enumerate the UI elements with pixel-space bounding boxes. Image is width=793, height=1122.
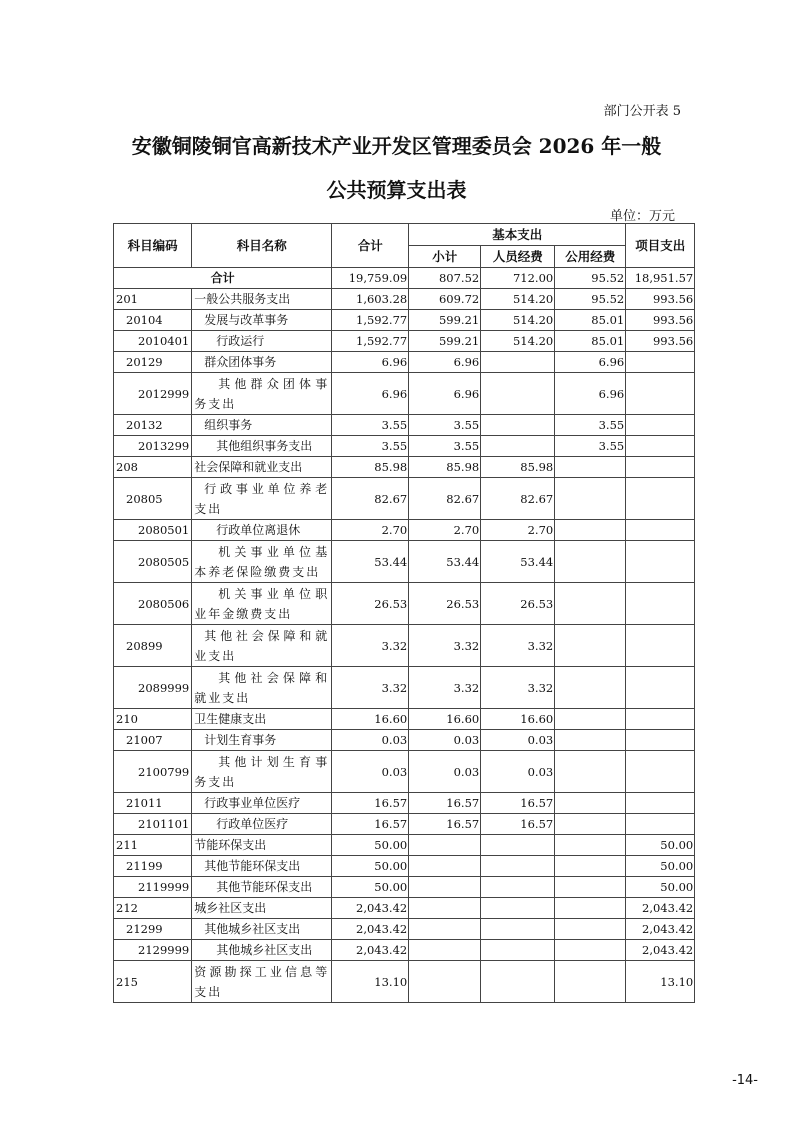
row-name: 其他城乡社区支出 (192, 940, 332, 961)
row-name: 其他计划生育事务支出 (192, 751, 332, 793)
row-personnel (481, 898, 555, 919)
document-number: 部门公开表 5 (603, 104, 681, 119)
row-subtotal: 82.67 (409, 478, 481, 520)
row-total: 53.44 (332, 541, 409, 583)
row-total: 50.00 (332, 835, 409, 856)
expenditure-table (113, 223, 695, 1003)
row-public (555, 961, 626, 1003)
row-name: 其他节能环保支出 (192, 856, 332, 877)
row-code: 211 (114, 835, 192, 856)
header-subtotal: 小计 (409, 246, 481, 268)
row-public (555, 856, 626, 877)
header-personnel: 人员经费 (481, 246, 555, 268)
row-public (555, 751, 626, 793)
table-row (114, 541, 695, 583)
row-subtotal: 599.21 (409, 310, 481, 331)
row-total: 85.98 (332, 457, 409, 478)
row-code: 21011 (114, 793, 192, 814)
total-project: 18,951.57 (626, 268, 695, 289)
title-line-1: 安徽铜陵铜官高新技术产业开发区管理委员会 2026 年一般 (131, 134, 662, 158)
row-total: 6.96 (332, 373, 409, 415)
page-number: -14- (732, 1073, 758, 1088)
total-personnel: 712.00 (481, 268, 555, 289)
row-total: 3.32 (332, 625, 409, 667)
row-code: 2100799 (114, 751, 192, 793)
row-project: 2,043.42 (626, 940, 695, 961)
table-row (114, 415, 695, 436)
row-code: 20129 (114, 352, 192, 373)
total-total: 19,759.09 (332, 268, 409, 289)
row-project (626, 793, 695, 814)
row-public (555, 478, 626, 520)
row-public: 6.96 (555, 352, 626, 373)
table-row (114, 709, 695, 730)
row-subtotal: 16.57 (409, 793, 481, 814)
table-row (114, 373, 695, 415)
row-personnel (481, 352, 555, 373)
row-code: 2089999 (114, 667, 192, 709)
table-row (114, 310, 695, 331)
row-personnel: 82.67 (481, 478, 555, 520)
header-project: 项目支出 (626, 224, 695, 268)
row-personnel (481, 415, 555, 436)
row-total: 16.60 (332, 709, 409, 730)
row-subtotal: 6.96 (409, 373, 481, 415)
row-public: 95.52 (555, 289, 626, 310)
row-subtotal (409, 877, 481, 898)
row-public (555, 877, 626, 898)
row-total: 16.57 (332, 793, 409, 814)
row-project (626, 478, 695, 520)
row-total: 13.10 (332, 961, 409, 1003)
row-project (626, 352, 695, 373)
row-subtotal: 6.96 (409, 352, 481, 373)
row-project (626, 730, 695, 751)
row-total: 1,592.77 (332, 331, 409, 352)
row-total: 2,043.42 (332, 940, 409, 961)
row-personnel: 514.20 (481, 310, 555, 331)
total-label: 合计 (114, 268, 332, 289)
row-code: 2080506 (114, 583, 192, 625)
row-subtotal: 0.03 (409, 751, 481, 793)
row-code: 20104 (114, 310, 192, 331)
row-name: 其他社会保障和就业支出 (192, 667, 332, 709)
row-subtotal: 599.21 (409, 331, 481, 352)
row-name: 行政事业单位医疗 (192, 793, 332, 814)
row-public (555, 625, 626, 667)
row-code: 21007 (114, 730, 192, 751)
row-total: 0.03 (332, 751, 409, 793)
row-personnel: 2.70 (481, 520, 555, 541)
table-row (114, 793, 695, 814)
table-row (114, 919, 695, 940)
row-personnel (481, 940, 555, 961)
row-code: 212 (114, 898, 192, 919)
row-total: 16.57 (332, 814, 409, 835)
table-row (114, 289, 695, 310)
row-project (626, 583, 695, 625)
row-total: 2.70 (332, 520, 409, 541)
row-total: 3.32 (332, 667, 409, 709)
row-name: 计划生育事务 (192, 730, 332, 751)
row-code: 21199 (114, 856, 192, 877)
header-total: 合计 (332, 224, 409, 268)
row-code: 20805 (114, 478, 192, 520)
row-code: 2013299 (114, 436, 192, 457)
row-code: 2012999 (114, 373, 192, 415)
header-public: 公用经费 (555, 246, 626, 268)
row-subtotal (409, 835, 481, 856)
title-line-2: 公共预算支出表 (326, 178, 467, 202)
row-project (626, 814, 695, 835)
row-personnel: 514.20 (481, 289, 555, 310)
row-subtotal: 3.32 (409, 667, 481, 709)
table-row (114, 331, 695, 352)
row-project: 2,043.42 (626, 919, 695, 940)
row-code: 201 (114, 289, 192, 310)
row-code: 210 (114, 709, 192, 730)
row-project (626, 436, 695, 457)
table-row (114, 352, 695, 373)
row-code: 2101101 (114, 814, 192, 835)
row-total: 0.03 (332, 730, 409, 751)
row-public (555, 709, 626, 730)
table-row (114, 436, 695, 457)
row-public (555, 898, 626, 919)
row-public (555, 793, 626, 814)
row-total: 2,043.42 (332, 919, 409, 940)
row-subtotal: 26.53 (409, 583, 481, 625)
row-project (626, 625, 695, 667)
row-subtotal (409, 898, 481, 919)
row-project: 13.10 (626, 961, 695, 1003)
row-public (555, 520, 626, 541)
row-total: 1,592.77 (332, 310, 409, 331)
row-name: 其他组织事务支出 (192, 436, 332, 457)
table-row (114, 961, 695, 1003)
header-basic: 基本支出 (409, 224, 626, 246)
row-subtotal: 85.98 (409, 457, 481, 478)
row-subtotal: 0.03 (409, 730, 481, 751)
table-row (114, 856, 695, 877)
row-name: 资源勘探工业信息等支出 (192, 961, 332, 1003)
table-row (114, 940, 695, 961)
row-personnel: 16.57 (481, 814, 555, 835)
row-subtotal (409, 919, 481, 940)
row-total: 50.00 (332, 877, 409, 898)
unit-label: 单位：万元 (609, 209, 675, 224)
header-code: 科目编码 (114, 224, 192, 268)
table-row (114, 667, 695, 709)
row-personnel (481, 877, 555, 898)
row-personnel (481, 835, 555, 856)
row-personnel: 514.20 (481, 331, 555, 352)
row-project: 50.00 (626, 856, 695, 877)
row-personnel: 53.44 (481, 541, 555, 583)
row-personnel (481, 961, 555, 1003)
row-project (626, 541, 695, 583)
row-name: 行政单位离退休 (192, 520, 332, 541)
row-subtotal (409, 940, 481, 961)
row-total: 2,043.42 (332, 898, 409, 919)
row-subtotal (409, 856, 481, 877)
table-row (114, 478, 695, 520)
row-public (555, 457, 626, 478)
row-project (626, 520, 695, 541)
table-row (114, 730, 695, 751)
row-total: 50.00 (332, 856, 409, 877)
row-personnel (481, 856, 555, 877)
row-public (555, 541, 626, 583)
table-row (114, 835, 695, 856)
row-code: 215 (114, 961, 192, 1003)
row-personnel: 0.03 (481, 730, 555, 751)
row-personnel: 0.03 (481, 751, 555, 793)
row-total: 3.55 (332, 436, 409, 457)
table-row (114, 877, 695, 898)
table-row (114, 898, 695, 919)
row-subtotal: 16.60 (409, 709, 481, 730)
row-personnel: 16.60 (481, 709, 555, 730)
row-personnel: 3.32 (481, 625, 555, 667)
row-subtotal: 3.32 (409, 625, 481, 667)
row-code: 208 (114, 457, 192, 478)
row-project: 50.00 (626, 835, 695, 856)
row-total: 82.67 (332, 478, 409, 520)
row-personnel: 85.98 (481, 457, 555, 478)
row-code: 2080501 (114, 520, 192, 541)
row-code: 2080505 (114, 541, 192, 583)
row-public: 85.01 (555, 310, 626, 331)
total-row (114, 268, 695, 289)
row-personnel: 16.57 (481, 793, 555, 814)
row-project: 50.00 (626, 877, 695, 898)
row-total: 1,603.28 (332, 289, 409, 310)
table-row (114, 583, 695, 625)
row-public (555, 814, 626, 835)
row-subtotal: 16.57 (409, 814, 481, 835)
row-name: 城乡社区支出 (192, 898, 332, 919)
row-name: 节能环保支出 (192, 835, 332, 856)
row-subtotal: 609.72 (409, 289, 481, 310)
row-public (555, 940, 626, 961)
row-code: 2010401 (114, 331, 192, 352)
row-name: 社会保障和就业支出 (192, 457, 332, 478)
row-personnel (481, 919, 555, 940)
row-name: 其他社会保障和就业支出 (192, 625, 332, 667)
row-personnel (481, 373, 555, 415)
row-project: 993.56 (626, 310, 695, 331)
row-code: 21299 (114, 919, 192, 940)
row-public: 3.55 (555, 415, 626, 436)
row-subtotal: 3.55 (409, 415, 481, 436)
row-total: 26.53 (332, 583, 409, 625)
row-project (626, 457, 695, 478)
row-public (555, 835, 626, 856)
row-name: 其他群众团体事务支出 (192, 373, 332, 415)
row-name: 行政事业单位养老支出 (192, 478, 332, 520)
row-public: 3.55 (555, 436, 626, 457)
table-row (114, 625, 695, 667)
row-public (555, 919, 626, 940)
row-name: 行政运行 (192, 331, 332, 352)
row-subtotal (409, 961, 481, 1003)
row-code: 20132 (114, 415, 192, 436)
row-code: 2129999 (114, 940, 192, 961)
row-total: 6.96 (332, 352, 409, 373)
row-project: 2,043.42 (626, 898, 695, 919)
row-name: 一般公共服务支出 (192, 289, 332, 310)
row-subtotal: 3.55 (409, 436, 481, 457)
row-name: 行政单位医疗 (192, 814, 332, 835)
row-name: 发展与改革事务 (192, 310, 332, 331)
row-project (626, 373, 695, 415)
row-project: 993.56 (626, 331, 695, 352)
row-name: 机关事业单位职业年金缴费支出 (192, 583, 332, 625)
row-project (626, 667, 695, 709)
row-project (626, 415, 695, 436)
table-row (114, 520, 695, 541)
row-public (555, 667, 626, 709)
table-row (114, 814, 695, 835)
row-personnel: 3.32 (481, 667, 555, 709)
row-name: 其他节能环保支出 (192, 877, 332, 898)
row-name: 卫生健康支出 (192, 709, 332, 730)
row-project (626, 709, 695, 730)
row-public (555, 730, 626, 751)
row-personnel: 26.53 (481, 583, 555, 625)
total-public: 95.52 (555, 268, 626, 289)
table-row (114, 457, 695, 478)
row-name: 机关事业单位基本养老保险缴费支出 (192, 541, 332, 583)
row-public: 85.01 (555, 331, 626, 352)
header-name: 科目名称 (192, 224, 332, 268)
table-row (114, 751, 695, 793)
row-subtotal: 53.44 (409, 541, 481, 583)
row-personnel (481, 436, 555, 457)
total-subtotal: 807.52 (409, 268, 481, 289)
row-code: 2119999 (114, 877, 192, 898)
row-total: 3.55 (332, 415, 409, 436)
row-name: 群众团体事务 (192, 352, 332, 373)
row-project (626, 751, 695, 793)
row-subtotal: 2.70 (409, 520, 481, 541)
page-title (0, 124, 793, 212)
row-public (555, 583, 626, 625)
row-name: 其他城乡社区支出 (192, 919, 332, 940)
row-name: 组织事务 (192, 415, 332, 436)
row-project: 993.56 (626, 289, 695, 310)
row-public: 6.96 (555, 373, 626, 415)
row-code: 20899 (114, 625, 192, 667)
